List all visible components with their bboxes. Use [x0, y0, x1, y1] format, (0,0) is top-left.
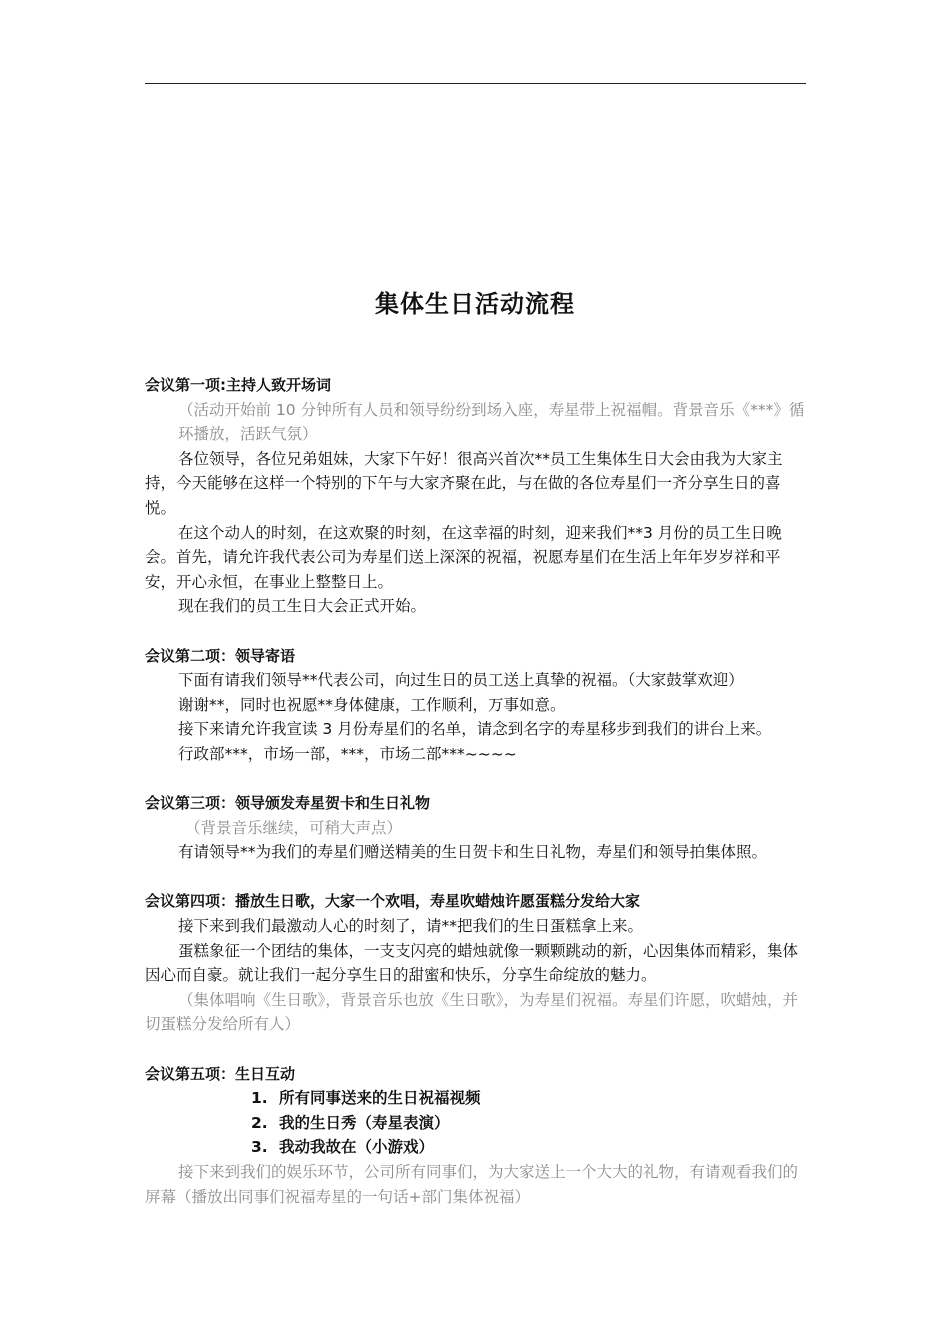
- section-4-paragraph: 接下来到我们最激动人心的时刻了，请**把我们的生日蛋糕拿上来。: [178, 917, 644, 936]
- list-number: 3.: [251, 1138, 268, 1157]
- list-item: [145, 1135, 809, 1160]
- section-3-paragraph: 有请领导**为我们的寿星们赠送精美的生日贺卡和生日礼物，寿星们和领导拍集体照。: [178, 843, 768, 862]
- section-5-heading: 会议第五项：生日互动: [145, 1064, 296, 1083]
- section-4-heading: 会议第四项：播放生日歌，大家一个欢唱，寿星吹蜡烛许愿蛋糕分发给大家: [145, 892, 641, 911]
- section-4-note: （集体唱响《生日歌》，背景音乐也放《生日歌》，为寿星们祝福。寿星们许愿，吹蜡烛，并切蛋糕分发给所有人）: [145, 990, 799, 1034]
- section-1-paragraph: 各位领导，各位兄弟姐妹，大家下午好！很高兴首次**员工生集体生日大会由我为大家主持，今天能够在这样一个特别的下午与大家齐聚在此，与在做的各位寿星们一齐分享生日的喜悦。: [145, 449, 783, 517]
- list-number: 2.: [251, 1113, 268, 1132]
- section-2-paragraph: 接下来请允许我宣读 3 月份寿星们的名单，请念到名字的寿星移步到我们的讲台上来。: [178, 720, 772, 739]
- section-2-paragraph: 下面有请我们领导**代表公司，向过生日的员工送上真挚的祝福。（大家鼓掌欢迎）: [178, 671, 744, 690]
- section-2-paragraph: 谢谢**，同时也祝愿**身体健康，工作顺利，万事如意。: [178, 695, 566, 714]
- section-5-note: 接下来到我们的娱乐环节，公司所有同事们，为大家送上一个大大的礼物，有请观看我们的屏幕（播放出同事们祝福寿星的一句话+部门集体祝福）: [145, 1163, 799, 1206]
- section-1-paragraph: 现在我们的员工生日大会正式开始。: [178, 597, 427, 616]
- list-text: 所有同事送来的生日祝福视频: [279, 1089, 481, 1108]
- section-3-note: （背景音乐继续，可稍大声点）: [185, 818, 403, 837]
- list-item: [145, 1111, 809, 1136]
- document-body: [145, 373, 809, 1209]
- list-number: 1.: [251, 1089, 268, 1108]
- section-4-paragraph: 蛋糕象征一个团结的集体，一支支闪亮的蜡烛就像一颗颗跳动的新，心因集体而精彩，集体因心而自豪。就让我们一起分享生日的甜蜜和快乐，分享生命绽放的魅力。: [145, 941, 799, 985]
- list-item: [145, 1086, 809, 1111]
- list-text: 我动我故在（小游戏）: [279, 1138, 435, 1157]
- section-3-heading: 会议第三项：领导颁发寿星贺卡和生日礼物: [145, 794, 431, 813]
- section-2-paragraph: 行政部***，市场一部，***，市场二部***~~~~: [178, 744, 517, 763]
- list-text: 我的生日秀（寿星表演）: [279, 1113, 450, 1132]
- section-2-heading: 会议第二项：领导寄语: [145, 646, 296, 665]
- section-1-note: （活动开始前 10 分钟所有人员和领导纷纷到场入座，寿星带上祝福帽。背景音乐《***》循环播放，活跃气氛）: [178, 400, 805, 444]
- page-title: 集体生日活动流程: [375, 290, 575, 318]
- section-1-paragraph: 在这个动人的时刻，在这欢聚的时刻，在这幸福的时刻，迎来我们**3 月份的员工生日晚会。首先，请允许我代表公司为寿星们送上深深的祝福，祝愿寿星们在生活上年年岁岁祥和平安，开心永恒，在事业上整整日上。: [145, 523, 782, 591]
- section-1-heading: 会议第一项:主持人致开场词: [145, 376, 331, 394]
- header-rule: [145, 83, 806, 84]
